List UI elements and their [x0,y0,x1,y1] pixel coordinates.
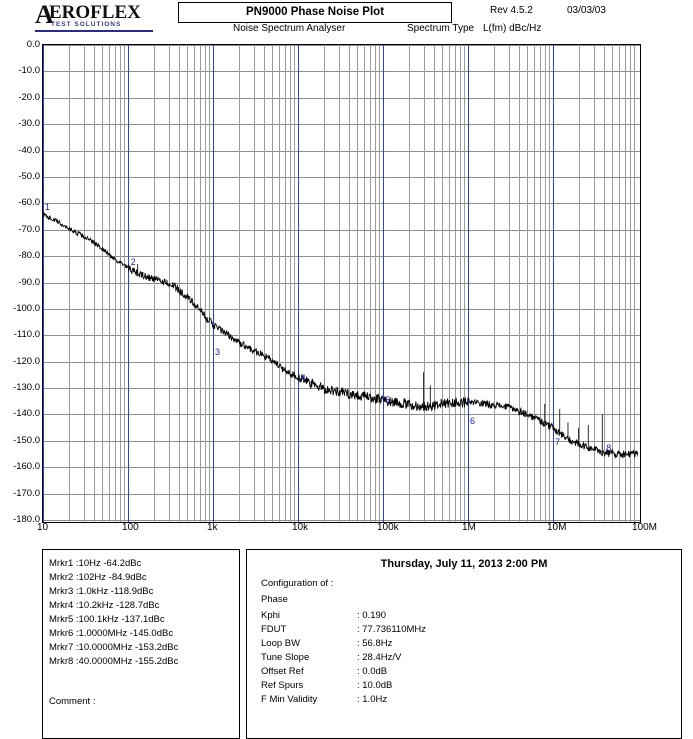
chart-marker-8: 8 [606,442,612,453]
y-tick-label: -50.0 [18,170,40,182]
y-axis-labels [0,39,40,525]
config-value: : 1.0Hz [357,694,388,705]
y-tick-label: -180.0 [13,514,40,525]
config-key: Loop BW [261,638,301,649]
y-tick-label: -70.0 [18,223,40,235]
chart-plot-area [42,44,641,523]
y-tick-label: 0.0 [26,39,40,50]
x-tick-label: 10k [292,522,309,533]
y-tick-label: -20.0 [18,91,40,103]
page-title: PN9000 Phase Noise Plot [245,6,385,18]
y-tick-label: -30.0 [18,118,40,130]
y-tick-label: -60.0 [18,197,40,209]
configuration-label: Configuration of : [261,578,334,589]
config-value: : 28.4Hz/V [357,652,402,663]
y-tick-label: -130.0 [13,382,40,394]
marker-readout: Mrkr2 :102Hz -84.9dBc [49,572,147,583]
chart-marker-5: 5 [385,394,391,405]
marker-readout: Mrkr1 :10Hz -64.2dBc [49,558,142,569]
header [35,2,680,38]
spectrum-type-label: Spectrum Type [407,23,475,34]
y-tick-label: -150.0 [13,434,40,446]
revision-label: Rev 4.5.2 [490,5,533,16]
marker-readout: Mrkr4 :10.2kHz -128.7dBc [49,600,160,611]
y-tick-label: -160.0 [13,461,40,473]
spectrum-type-value: L(fm) dBc/Hz [483,23,542,34]
config-key: Tune Slope [261,652,310,663]
header-subrow [35,23,680,37]
chart-marker-6: 6 [470,415,476,426]
analyser-label: Noise Spectrum Analyser [233,23,346,34]
config-value: : 0.0dB [357,666,388,677]
y-tick-label: -120.0 [13,355,40,367]
config-value: : 0.190 [357,610,387,621]
config-value: : 77.736110MHz [357,624,427,635]
y-tick-label: -170.0 [13,487,40,499]
chart-marker-3: 3 [215,346,221,357]
revision-date: 03/03/03 [567,5,606,16]
y-tick-label: -40.0 [18,144,40,156]
x-tick-label: 10M [547,522,567,533]
marker-layer [43,45,640,522]
x-axis-labels [0,522,693,538]
x-tick-label: 100M [632,522,658,533]
chart-marker-4: 4 [300,372,306,383]
x-tick-label: 100k [377,522,399,533]
x-tick-label: 1k [207,522,218,533]
y-tick-label: -90.0 [18,276,40,288]
chart-marker-2: 2 [130,257,136,267]
y-tick-label: -140.0 [13,408,40,420]
configuration-mode: Phase [261,594,288,605]
x-tick-label: 10 [37,522,49,533]
plot-title-box [178,2,452,23]
y-tick-label: -100.0 [13,302,40,314]
marker-readout: Mrkr7 :10.0000MHz -153.2dBc [49,642,179,653]
marker-readout: Mrkr6 :1.0000MHz -145.0dBc [49,628,174,639]
y-tick-label: -10.0 [18,65,40,77]
config-key: F Min Validity [261,694,318,705]
configuration-panel [246,549,682,739]
y-tick-label: -80.0 [18,250,40,262]
comment-label: Comment : [49,696,96,707]
logo-wordmark: EROFLEX [49,2,141,23]
timestamp: Thursday, July 11, 2013 2:00 PM [380,558,548,570]
x-tick-label: 100 [122,522,139,533]
config-value: : 56.8Hz [357,638,393,649]
config-key: Ref Spurs [261,680,304,691]
config-key: Offset Ref [261,666,304,677]
marker-readout: Mrkr3 :1.0kHz -118.9dBc [49,586,154,597]
y-tick-label: -110.0 [13,329,40,341]
logo-subtitle: TEST SOLUTIONS [51,21,122,28]
chart-marker-7: 7 [555,437,561,448]
chart-marker-1: 1 [45,202,51,213]
logo-initial: A [35,0,54,29]
marker-readout: Mrkr5 :100.1kHz -137.1dBc [49,614,165,625]
markers-panel [42,549,240,739]
config-key: FDUT [261,624,287,635]
x-tick-label: 1M [462,522,476,533]
marker-readout: Mrkr8 :40.0000MHz -155.2dBc [49,656,179,667]
config-key: Kphi [261,610,281,621]
config-value: : 10.0dB [357,680,393,691]
